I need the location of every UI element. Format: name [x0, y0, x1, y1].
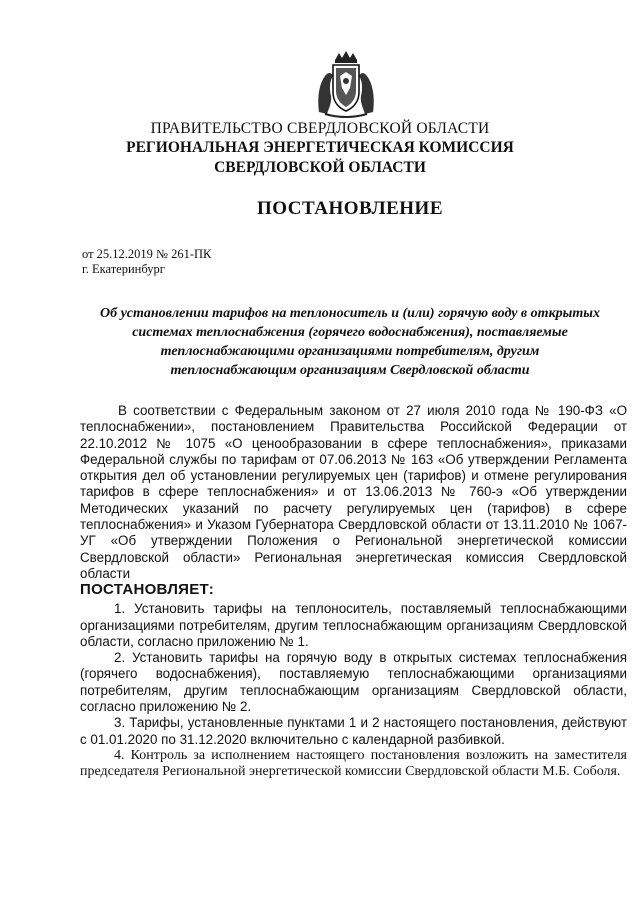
document-date-number: от 25.12.2019 № 261-ПК: [82, 247, 212, 261]
issuer-name: ПРАВИТЕЛЬСТВО СВЕРДЛОВСКОЙ ОБЛАСТИ: [150, 120, 490, 137]
subject-line: системах теплоснабжения (горячего водоснабжения), поставляемые: [132, 325, 568, 340]
document-subject: [75, 304, 625, 380]
commission-region: СВЕРДЛОВСКОЙ ОБЛАСТИ: [214, 159, 426, 176]
preamble-paragraph: В соответствии с Федеральным законом от 27 июля 2010 года № 190-ФЗ «О теплоснабжении», постановлением Правительства Российской Федерации от 22.10.2012 № 1075 «О ценообразовании в сфере теплоснабжения», приказами Федеральной службы по тарифам от 07.06.2013 № 163 «Об утверждении Регламента открытия дел об установлении регулируемых цен (тарифов) и отмене регулирования тарифов в сфере теплоснабжения» и от 13.06.2013 № 760-э «Об утверждении Методических указаний по расчету регулируемых цен (тарифов) в сфере теплоснабжения» и Указом Губернатора Свердловской области от 13.11.2010 № 1067-УГ «Об утверждении Положения о Региональной энергетической комиссии Свердловской области» Региональная энергетическая комиссия Свердловской области: [80, 403, 627, 581]
subject-line: теплоснабжающими организациями потребителям, другим: [160, 344, 540, 359]
resolution-item-3: 3. Тарифы, установленные пунктами 1 и 2 настоящего постановления, действуют с 01.01.2020 по 31.12.2020 включительно с календарной разбивкой.: [80, 715, 627, 747]
coat-of-arms-icon: [313, 50, 379, 120]
resolution-item-2: 2. Установить тарифы на горячую воду в открытых системах теплоснабжения (горячего водоснабжения), поставляемую теплоснабжающими организациями потребителям, другим теплоснабжающим организациям Свердловской области, согласно приложению № 2.: [80, 650, 627, 715]
subject-line: Об установлении тарифов на теплоноситель и (или) горячую воду в открытых: [100, 306, 600, 321]
commission-name: РЕГИОНАЛЬНАЯ ЭНЕРГЕТИЧЕСКАЯ КОМИССИЯ: [126, 139, 514, 156]
document-city: г. Екатеринбург: [82, 262, 165, 276]
resolution-item-4: 4. Контроль за исполнением настоящего постановления возложить на заместителя председателя Региональной энергетической комиссии Свердловской области М.Б. Соболя.: [80, 747, 627, 780]
subject-line: теплоснабжающим организациям Свердловской области: [170, 363, 530, 378]
resolves-label: ПОСТАНОВЛЯЕТ:: [80, 581, 215, 599]
document-body: [80, 403, 627, 781]
resolution-item-1: 1. Установить тарифы на теплоноситель, поставляемый теплоснабжающими организациями потребителям, другим теплоснабжающим организациям Свердловской области, согласно приложению № 1.: [80, 601, 627, 649]
document-type-title: ПОСТАНОВЛЕНИЕ: [256, 198, 444, 219]
